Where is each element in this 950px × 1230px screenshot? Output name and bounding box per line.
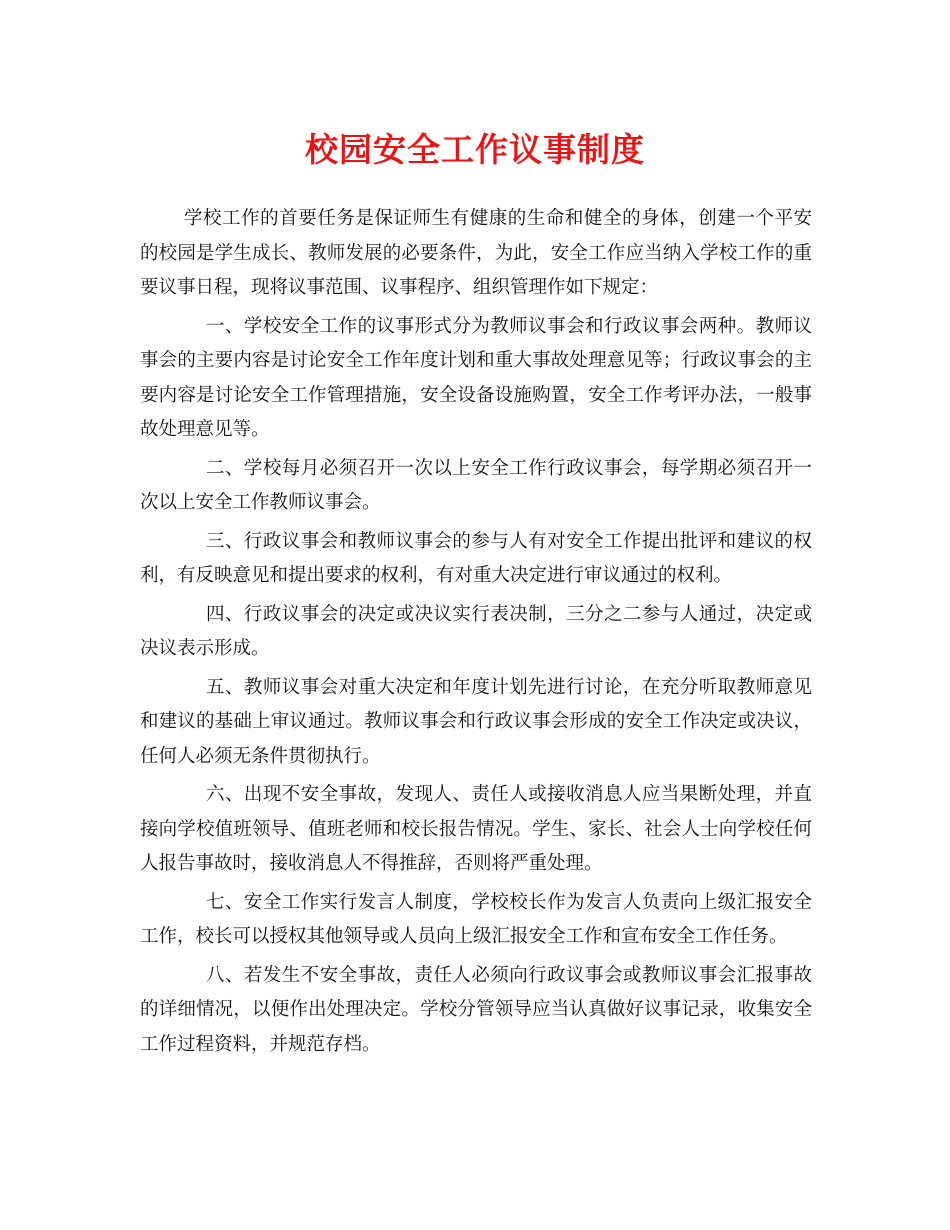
clause-8: 八、若发生不安全事故，责任人必须向行政议事会或教师议事会汇报事故的详细情况，以便作出处理决定。学校分管领导应当认真做好议事记录，收集安全工作过程资料，并规范存档。 <box>140 964 812 1055</box>
clause-2: 二、学校每月必须召开一次以上安全工作行政议事会，每学期必须召开一次以上安全工作教师议事会。 <box>140 457 812 513</box>
clause-4: 四、行政议事会的决定或决议实行表决制，三分之二参与人通过，决定或决议表示形成。 <box>140 603 812 659</box>
clause-7: 七、安全工作实行发言人制度，学校校长作为发言人负责向上级汇报安全工作，校长可以授权其他领导或人员向上级汇报安全工作和宣布安全工作任务。 <box>140 891 812 947</box>
document-body <box>140 202 812 1062</box>
intro-paragraph: 学校工作的首要任务是保证师生有健康的生命和健全的身体，创建一个平安的校园是学生成长、教师发展的必要条件，为此，安全工作应当纳入学校工作的重要议事日程，现将议事范围、议事程序、组织管理作如下规定： <box>140 208 812 298</box>
clause-3: 三、行政议事会和教师议事会的参与人有对安全工作提出批评和建议的权利，有反映意见和提出要求的权利，有对重大决定进行审议通过的权利。 <box>140 530 812 586</box>
document-title: 校园安全工作议事制度 <box>305 130 645 169</box>
clause-6: 六、出现不安全事故，发现人、责任人或接收消息人应当果断处理，并直接向学校值班领导、值班老师和校长报告情况。学生、家长、社会人士向学校任何人报告事故时，接收消息人不得推辞，否则将严重处理。 <box>140 784 812 874</box>
clause-5: 五、教师议事会对重大决定和年度计划先进行讨论，在充分听取教师意见和建议的基础上审议通过。教师议事会和行政议事会形成的安全工作决定或决议，任何人必须无条件贯彻执行。 <box>140 676 812 767</box>
clause-1: 一、学校安全工作的议事形式分为教师议事会和行政议事会两种。教师议事会的主要内容是讨论安全工作年度计划和重大事故处理意见等；行政议事会的主要内容是讨论安全工作管理措施，安全设备设施购置，安全工作考评办法，一般事故处理意见等。 <box>140 315 812 440</box>
